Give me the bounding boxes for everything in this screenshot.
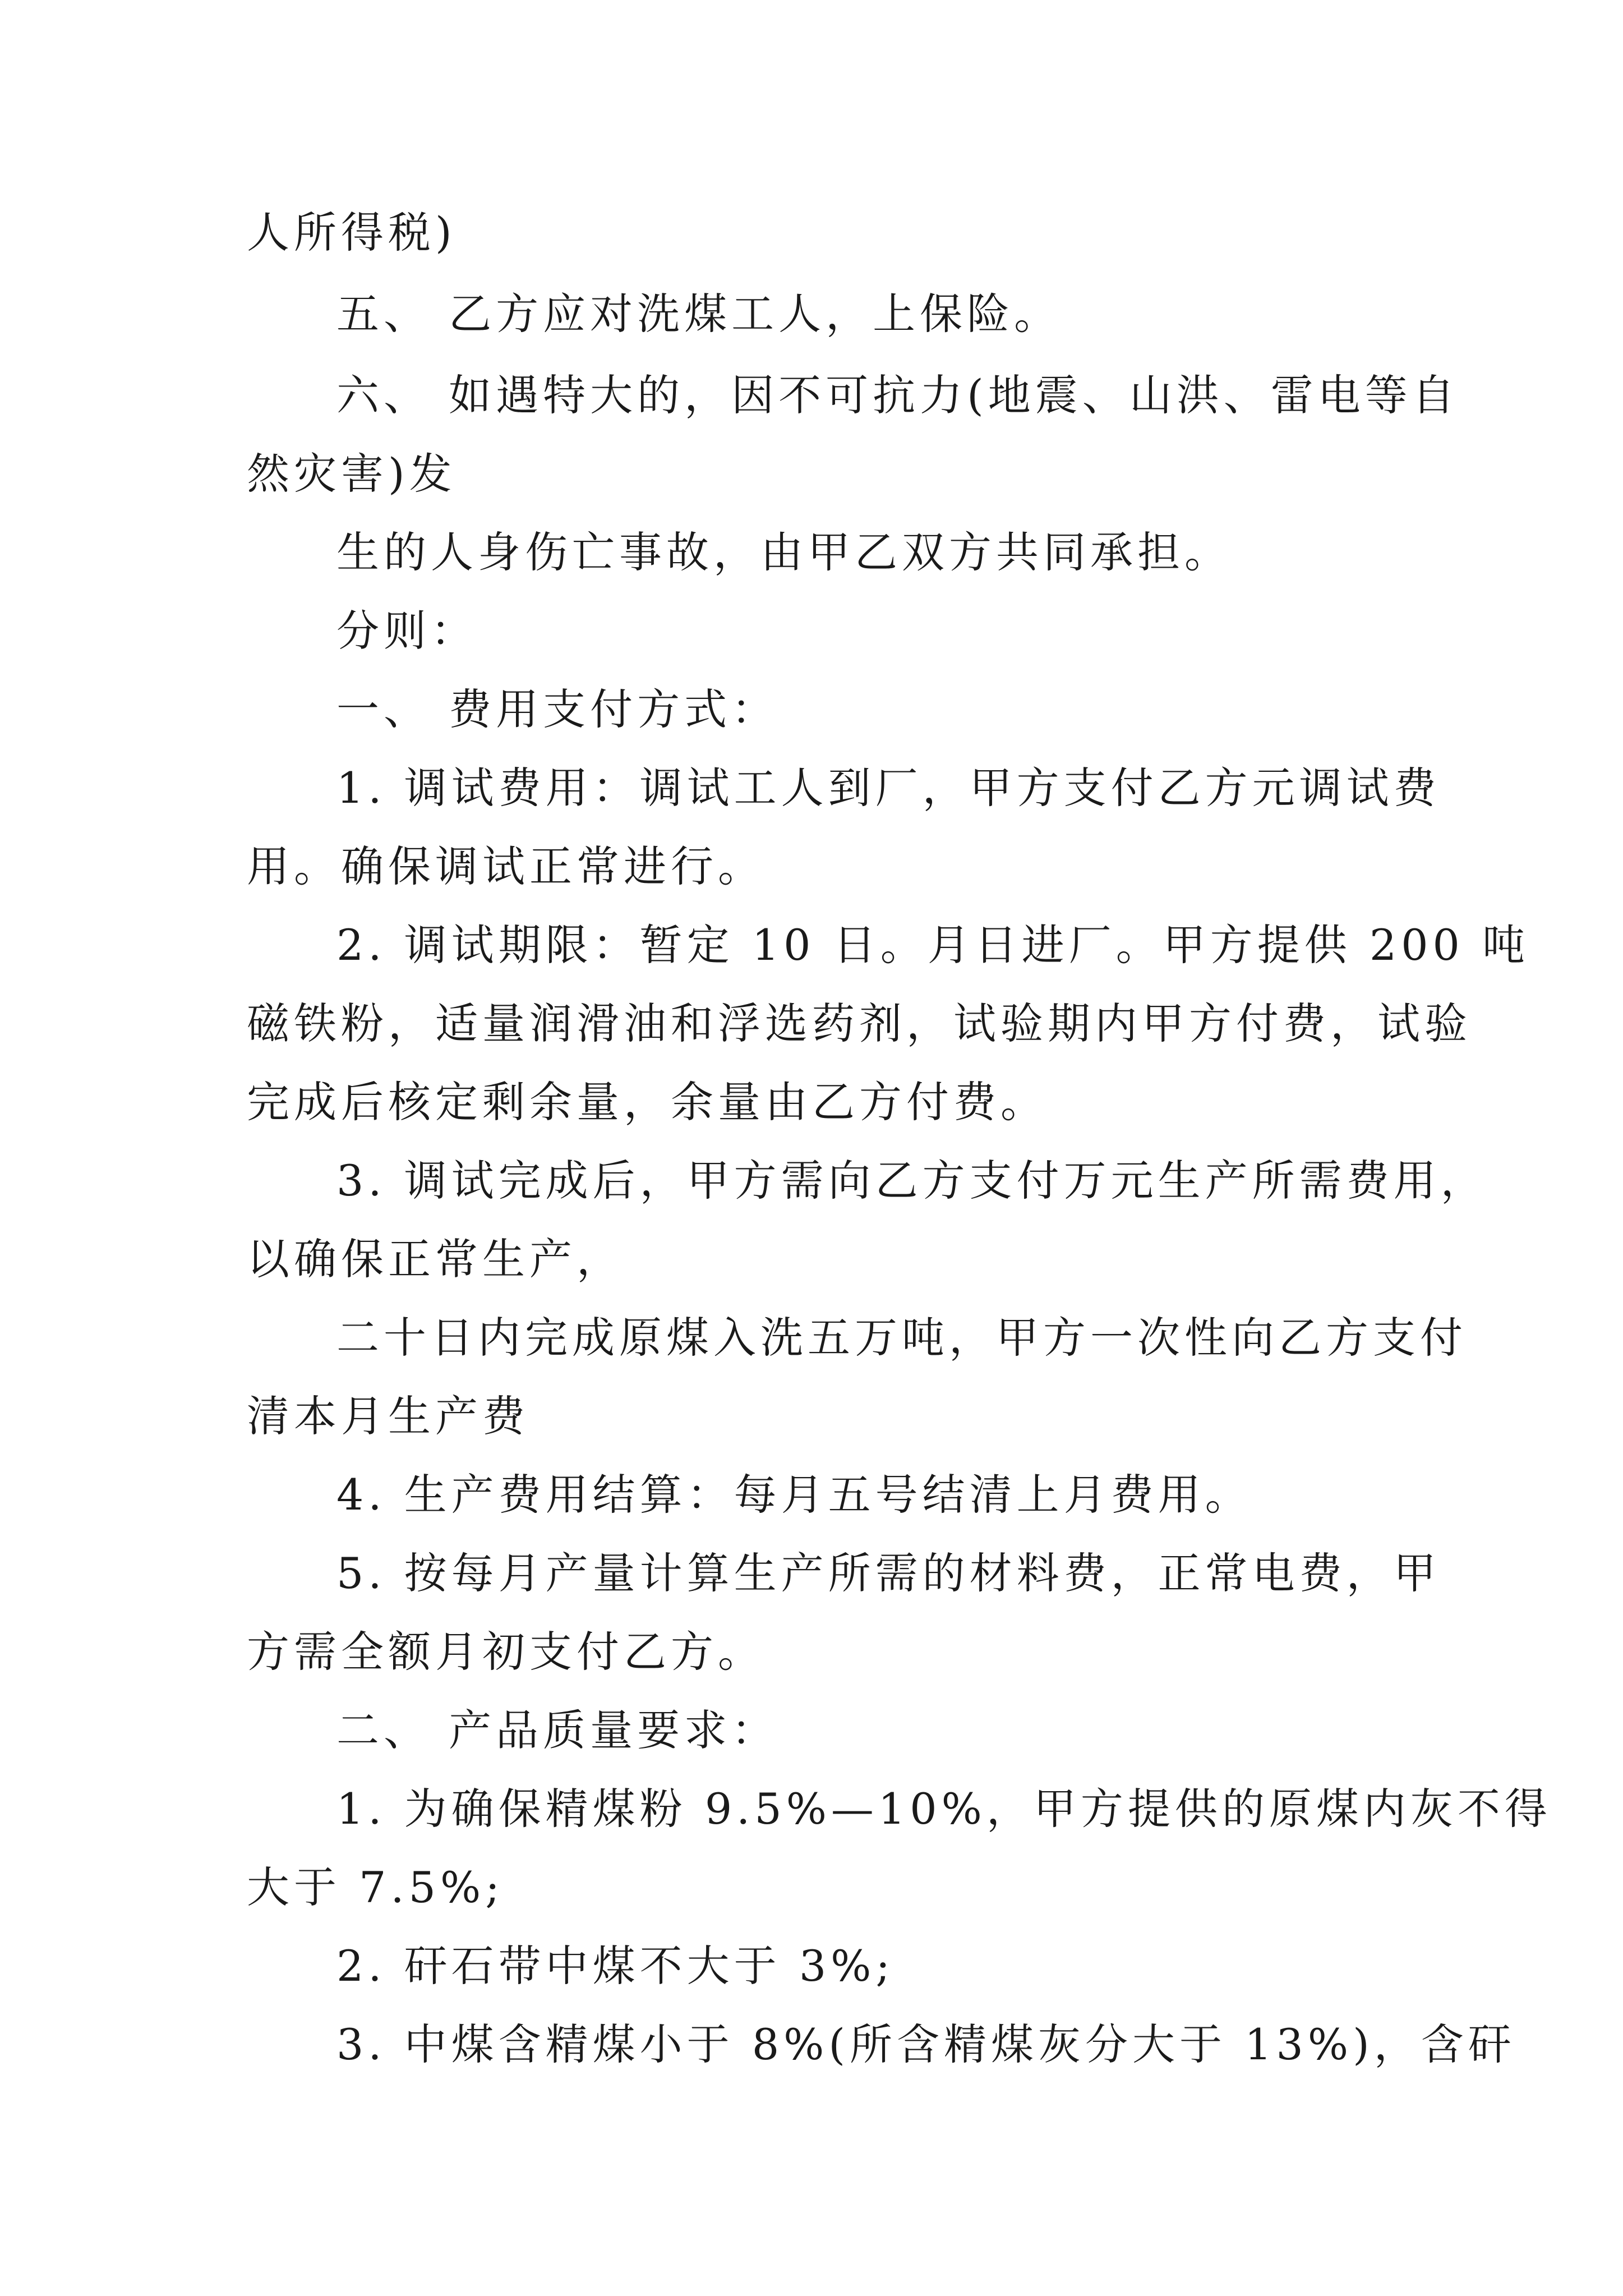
text-line: 一、 费用支付方式： xyxy=(336,684,779,734)
text-line: 大于 7.5%; xyxy=(247,1862,504,1912)
text-line: 4. 生产费用结算：每月五号结清上月费用。 xyxy=(336,1470,1252,1520)
text-line: 1. 为确保精煤粉 9.5%—10%，甲方提供的原煤内灰不得 xyxy=(336,1784,1552,1834)
text-line: 方需全额月初支付乙方。 xyxy=(247,1627,765,1677)
text-line: 然灾害)发 xyxy=(247,449,457,499)
text-line: 完成后核定剩余量，余量由乙方付费。 xyxy=(247,1077,1048,1127)
text-line: 以确保正常生产， xyxy=(247,1234,624,1284)
text-line: 3. 调试完成后，甲方需向乙方支付万元生产所需费用， xyxy=(336,1156,1488,1205)
text-line: 1. 调试费用：调试工人到厂，甲方支付乙方元调试费 xyxy=(336,763,1441,813)
text-line: 清本月生产费 xyxy=(247,1391,529,1441)
text-line: 生的人身伤亡事故，由甲乙双方共同承担。 xyxy=(336,527,1232,577)
text-line: 2. 调试期限：暂定 10 日。月日进厂。甲方提供 200 吨 xyxy=(336,920,1530,970)
text-line: 二十日内完成原煤入洗五万吨，甲方一次性向乙方支付 xyxy=(336,1313,1467,1363)
text-line: 分则： xyxy=(336,606,478,656)
text-line: 磁铁粉，适量润滑油和浮选药剂，试验期内甲方付费，试验 xyxy=(247,999,1472,1048)
text-line: 二、 产品质量要求： xyxy=(336,1705,779,1755)
text-line: 3. 中煤含精煤小于 8%(所含精煤灰分大于 13%)，含矸 xyxy=(336,2019,1515,2069)
text-line: 5. 按每月产量计算生产所需的材料费，正常电费，甲 xyxy=(336,1548,1441,1598)
text-line: 六、 如遇特大的，因不可抗力(地震、山洪、雷电等自 xyxy=(336,370,1459,420)
text-line: 人所得税) xyxy=(247,208,457,257)
text-line: 五、 乙方应对洗煤工人，上保险。 xyxy=(336,289,1062,339)
text-line: 用。确保调试正常进行。 xyxy=(247,841,765,891)
text-line: 2. 矸石带中煤不大于 3%; xyxy=(336,1941,895,1991)
